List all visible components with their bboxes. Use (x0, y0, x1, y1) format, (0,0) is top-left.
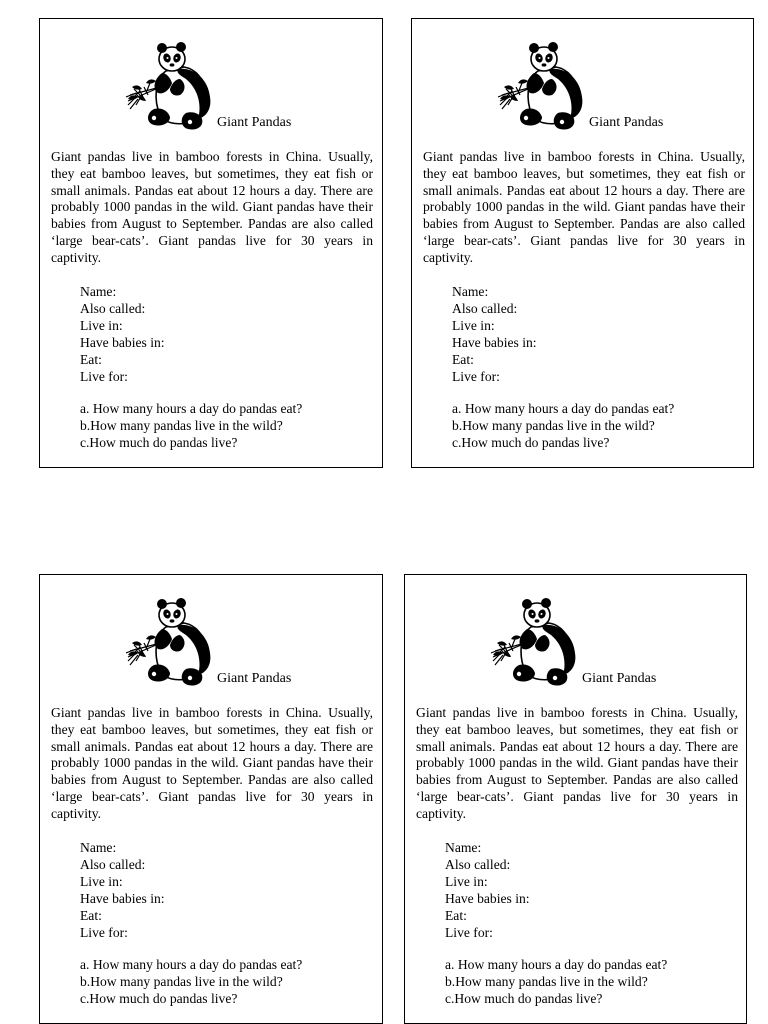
field-also-called-label: Also called: (452, 301, 518, 316)
field-also-called-label: Also called: (80, 301, 146, 316)
field-list (445, 839, 530, 941)
panda-icon (124, 39, 220, 131)
question-a: a. How many hours a day do pandas eat? (80, 401, 303, 416)
field-live-in-label: Live in: (452, 318, 495, 333)
field-list (452, 283, 537, 385)
worksheet-card (411, 18, 754, 468)
field-list (80, 283, 165, 385)
field-also-called-label: Also called: (445, 857, 511, 872)
field-eat-label: Eat: (445, 908, 467, 923)
field-eat-label: Eat: (452, 352, 474, 367)
question-c: c.How much do pandas live? (80, 991, 238, 1006)
field-name-label: Name: (80, 840, 117, 855)
field-have-babies-label: Have babies in: (452, 335, 537, 350)
question-b: b.How many pandas live in the wild? (80, 418, 283, 433)
field-name-label: Name: (445, 840, 482, 855)
field-also-called-label: Also called: (80, 857, 146, 872)
field-live-in-label: Live in: (80, 874, 123, 889)
question-list (445, 956, 667, 1007)
question-a: a. How many hours a day do pandas eat? (452, 401, 675, 416)
field-live-in-label: Live in: (80, 318, 123, 333)
field-eat-label: Eat: (80, 352, 102, 367)
field-live-for-label: Live for: (80, 369, 128, 384)
field-have-babies-label: Have babies in: (80, 335, 165, 350)
field-live-for-label: Live for: (445, 925, 493, 940)
field-live-in-label: Live in: (445, 874, 488, 889)
question-b: b.How many pandas live in the wild? (445, 974, 648, 989)
field-eat-label: Eat: (80, 908, 102, 923)
card-title: Giant Pandas (589, 115, 664, 130)
field-name-label: Name: (80, 284, 117, 299)
question-c: c.How much do pandas live? (452, 435, 610, 450)
field-live-for-label: Live for: (80, 925, 128, 940)
field-name-label: Name: (452, 284, 489, 299)
card-title: Giant Pandas (217, 671, 292, 686)
question-b: b.How many pandas live in the wild? (452, 418, 655, 433)
field-have-babies-label: Have babies in: (445, 891, 530, 906)
panda-icon (489, 595, 585, 687)
worksheet-card (404, 574, 747, 1024)
card-paragraph: Giant pandas live in bamboo forests in China. Usually, they eat bamboo leaves, but sometimes, they eat fish or small animals. Pandas eat about 12 hours a day. There are probably 1000 pandas in the wild. Giant pandas have their babies from August to September. Pandas are also called ‘large bear-cats’. Giant pandas live for 30 years in captivity. (51, 149, 373, 265)
field-list (80, 839, 165, 941)
card-paragraph: Giant pandas live in bamboo forests in China. Usually, they eat bamboo leaves, but sometimes, they eat fish or small animals. Pandas eat about 12 hours a day. There are probably 1000 pandas in the wild. Giant pandas have their babies from August to September. Pandas are also called ‘large bear-cats’. Giant pandas live for 30 years in captivity. (423, 149, 745, 265)
question-list (452, 400, 674, 451)
question-list (80, 400, 302, 451)
field-have-babies-label: Have babies in: (80, 891, 165, 906)
question-c: c.How much do pandas live? (445, 991, 603, 1006)
worksheet-card (39, 18, 383, 468)
card-paragraph: Giant pandas live in bamboo forests in China. Usually, they eat bamboo leaves, but sometimes, they eat fish or small animals. Pandas eat about 12 hours a day. There are probably 1000 pandas in the wild. Giant pandas have their babies from August to September. Pandas are also called ‘large bear-cats’. Giant pandas live for 30 years in captivity. (416, 705, 738, 821)
field-live-for-label: Live for: (452, 369, 500, 384)
question-c: c.How much do pandas live? (80, 435, 238, 450)
question-list (80, 956, 302, 1007)
panda-icon (124, 595, 220, 687)
question-a: a. How many hours a day do pandas eat? (445, 957, 668, 972)
card-title: Giant Pandas (582, 671, 657, 686)
card-paragraph: Giant pandas live in bamboo forests in China. Usually, they eat bamboo leaves, but sometimes, they eat fish or small animals. Pandas eat about 12 hours a day. There are probably 1000 pandas in the wild. Giant pandas have their babies from August to September. Pandas are also called ‘large bear-cats’. Giant pandas live for 30 years in captivity. (51, 705, 373, 821)
question-a: a. How many hours a day do pandas eat? (80, 957, 303, 972)
worksheet-card (39, 574, 383, 1024)
panda-icon (496, 39, 592, 131)
card-title: Giant Pandas (217, 115, 292, 130)
question-b: b.How many pandas live in the wild? (80, 974, 283, 989)
